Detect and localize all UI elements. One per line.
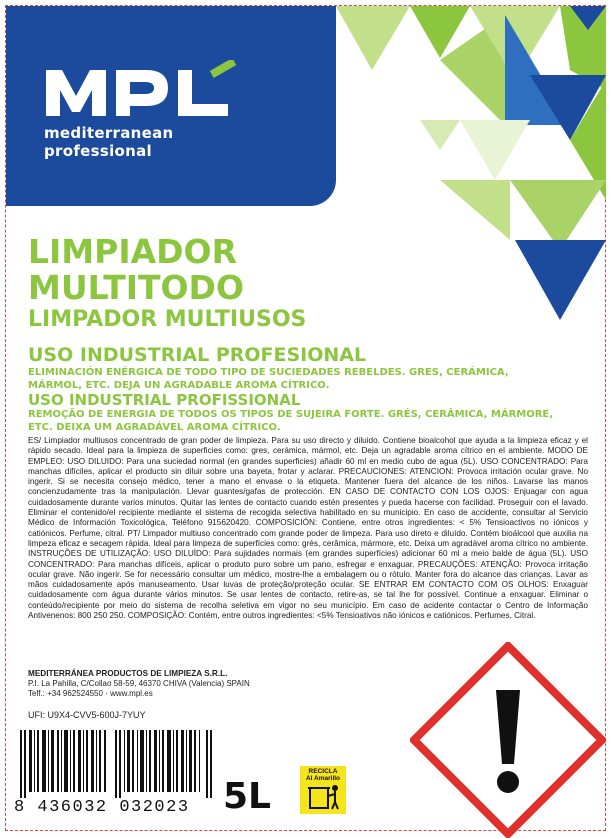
triangle-14 [420, 120, 460, 150]
company-name: MEDITERRÁNEA PRODUCTOS DE LIMPIEZA S.R.L. [28, 669, 228, 678]
exclamation-mark-icon [410, 642, 606, 838]
company-contact: Telf.: +34 962524550 · www.mpl.es [28, 689, 153, 698]
claim-pt: REMOÇÃO DE ENERGIA DE TODOS OS TIPOS DE SUJEIRA FORTE. GRÉS, CERÂMICA, MÁRMORE, ETC. DEIXA UM AGRADÁVEL AROMA CÍTRICO. [28, 409, 554, 433]
volume-label: 5L [223, 776, 271, 817]
claim-es: ELIMINACIÓN ENÉRGICA DE TODO TIPO DE SUCIEDADES REBELDES. GRES, CERÁMICA, MÁRMOL, ETC. DEJA UN AGRADABLE AROMA CÍTRICO. [28, 367, 509, 391]
use-pt: USO INDUSTRIAL PROFISSIONAL [28, 391, 301, 409]
ufi-code: UFI: U9X4-CVV5-600J-7YUY [28, 710, 146, 720]
triangle-12 [510, 180, 606, 250]
product-title-pt: LIMPADOR MULTIUSOS [28, 307, 307, 332]
company-address: P.I. La Pahilla, C/Collao 58-59, 46370 CHIVA (Valencia) SPAIN [28, 679, 250, 688]
recycle-badge [300, 766, 346, 814]
brand-tagline-2: professional [44, 142, 152, 160]
company-info [28, 669, 250, 699]
mpl-logo [42, 60, 242, 120]
recycle-line1: RECICLA [308, 768, 338, 775]
triangle-8 [460, 120, 530, 180]
product-title-line1: LIMPIADOR [28, 232, 238, 271]
barcode-icon [20, 730, 216, 798]
triangle-1 [336, 6, 410, 70]
barcode-number: 8 436032 032023 [14, 798, 190, 817]
triangle-11 [440, 180, 510, 240]
use-es: USO INDUSTRIAL PROFESIONAL [28, 344, 367, 366]
usage-instructions: ES/ Limpiador multiusos concentrado de gran poder de limpieza. Para su uso directo y diluido. Contiene bioalcohol que ayuda a la limpieza eficaz y el rápido secado. Ideal para la limpieza de superficies como: gres, cerámica, mármol, etc. Deja un agradable aroma cítrico en el ambiente. MODO DE EMPLEO: USO DILUIDO: Para una suciedad normal (en grandes superficies) añadir 60 ml en medio cubo de agua (5L). USO CONCENTRADO: Para manchas difíciles, aplicar el producto sin diluir sobre una bayeta, frotar y aclarar. PRECAUCIONES: ATENCION: Provoca irritación ocular grave. No ingerir. Si se necesita consejo médico, tener a mano el envase o la etiqueta. Mantener fuera del alcance de los niños. Lavarse las manos concienzudamente tras la manipulación. Llevar guantes/gafas de protección. EN CASO DE CONTACTO CON LOS OJOS: Enjuagar con agua cuidadosamente durante varios minutos. Quitar las lentes de contacto cuando estén presentes y pueda hacerse con facilidad. Proseguir con el lavado. Eliminar el contenido/el recipiente mediante el sistema de recogida selectiva habilitado en su municipio. En caso de accidente, consultar al Servicio Médico de Información Toxicológica, Teléfono 915620420. COMPOSICIÓN: Contiene, entre otros ingredientes: < 5% Tensioactivos no iónicos y catiónicos. Perfume, citral. PT/ Limpador multiuso concentrado com grande poder de limpeza. Para uso direto e diluído. Contém bioálcool que auxilia na limpeza eficaz e secagem rápida. Ideal para limpeza de superfícies como: grés, cerâmica, mármore, etc. Deixa um agradável aroma cítrico no ambiente. INSTRUÇÕES DE UTILIZAÇÃO: USO DILUÍDO: Para sujidades normais (em grandes superfícies) adicionar 60 ml a meio balde de água (5L). USO CONCENTRADO: Para manchas difíceis, aplicar o produto puro sobre um pano, esfregar e enxaguar. PRECAUÇÕES: ATENÇÃO: Provoca irritação ocular grave. Não ingerir. Se for necessário consultar um médico, mostre-lhe a embalagem ou o rótulo. Manter fora do alcance das crianças. Lavar as mãos cuidadosamente após manuseamento. Usar luvas de proteção/proteção ocular. SE ENTRAR EM CONTACTO COM OS OLHOS: Enxaguar cuidadosamente com água durante vários minutos. Se usar lentes de contacto, retire-as, se tal lhe for possível. Continue a enxaguar. Eliminar o conteúdo/recipiente por meio do sistema de recolha seletiva em vigor no seu município. Em caso de acidente contactar o Centro de Informação Antivenenos: 800 250 250. COMPOSIÇÃO: Contém, entre outros ingredientes: <5% Tensioativos não iónicos e catiónicos. Perfumes, Citral. [28, 436, 588, 621]
product-title-line2: MULTITODO [28, 268, 244, 307]
recycle-line2: Al Amarillo [305, 775, 341, 782]
recycle-bin-icon [300, 766, 346, 814]
triangle-13 [515, 240, 606, 320]
brand-tagline-1: mediterranean [44, 124, 174, 142]
brand-header [6, 6, 336, 206]
